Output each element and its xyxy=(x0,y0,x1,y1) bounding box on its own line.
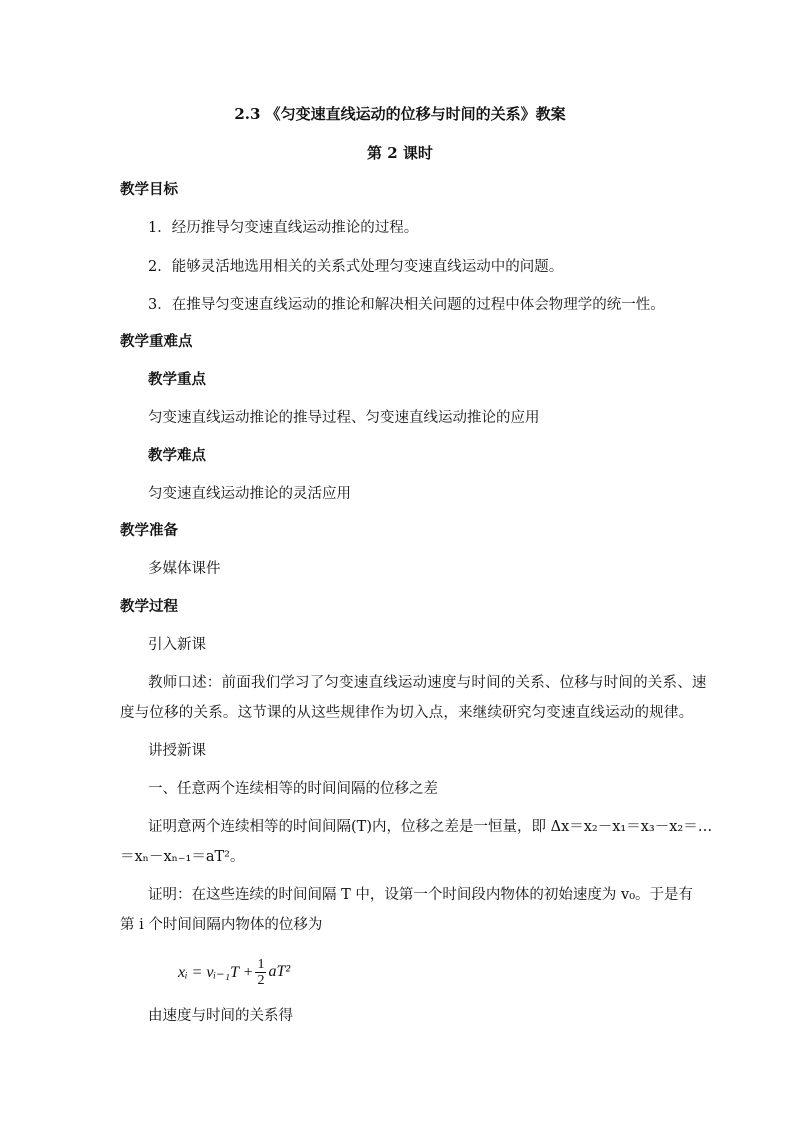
difficult-heading: 教学难点 xyxy=(148,447,206,464)
after-formula-text: 由速度与时间的关系得 xyxy=(148,1008,293,1024)
key-heading: 教学重点 xyxy=(148,371,206,388)
goal-item-2: 2．能够灵活地选用相关的关系式处理匀变速直线运动中的问题。 xyxy=(148,259,564,275)
document-subtitle: 第 2 课时 xyxy=(367,144,433,162)
formula-fraction xyxy=(255,957,266,988)
difficult-text: 匀变速直线运动推论的灵活应用 xyxy=(148,486,351,502)
lecture-label: 讲授新课 xyxy=(148,743,206,759)
key-text: 匀变速直线运动推论的推导过程、匀变速直线运动推论的应用 xyxy=(148,410,540,426)
document-title: 2.3 《匀变速直线运动的位移与时间的关系》教案 xyxy=(234,105,566,123)
prep-heading: 教学准备 xyxy=(120,522,178,539)
goal-item-1: 1．经历推导匀变速直线运动推论的过程。 xyxy=(148,220,419,236)
intro-label: 引入新课 xyxy=(148,637,206,653)
prove-line-2: ＝xₙ－xₙ₋₁＝aT²。 xyxy=(120,849,245,865)
teacher-line-1: 教师口述：前面我们学习了匀变速直线运动速度与时间的关系、位移与时间的关系、速 xyxy=(148,675,707,691)
proof-line-2: 第 i 个时间间隔内物体的位移为 xyxy=(120,917,323,933)
teacher-line-2: 度与位移的关系。这节课的从这些规律作为切入点，来继续研究匀变速直线运动的规律。 xyxy=(120,705,694,721)
keypoints-heading: 教学重难点 xyxy=(120,333,193,350)
prep-text: 多媒体课件 xyxy=(148,561,221,577)
goals-heading: 教学目标 xyxy=(120,181,178,198)
displacement-formula xyxy=(178,952,290,992)
proof-line-1: 证明：在这些连续的时间间隔 T 中，设第一个时间段内物体的初始速度为 v₀。于是有 xyxy=(148,887,693,903)
formula-numerator: 1 xyxy=(257,956,265,972)
prove-line-1: 证明意两个连续相等的时间间隔(T)内，位移之差是一恒量，即 Δx＝x₂－x₁＝x₃－x₂＝… xyxy=(148,819,713,835)
formula-denominator: 2 xyxy=(257,972,265,988)
process-heading: 教学过程 xyxy=(120,598,178,615)
goal-item-3: 3．在推导匀变速直线运动的推论和解决相关问题的过程中体会物理学的统一性。 xyxy=(148,297,665,313)
formula-lhs: xᵢ = vᵢ₋₁T + xyxy=(178,964,254,981)
part-one-heading: 一、任意两个连续相等的时间间隔的位移之差 xyxy=(148,781,438,797)
formula-rhs: aT² xyxy=(268,963,291,980)
